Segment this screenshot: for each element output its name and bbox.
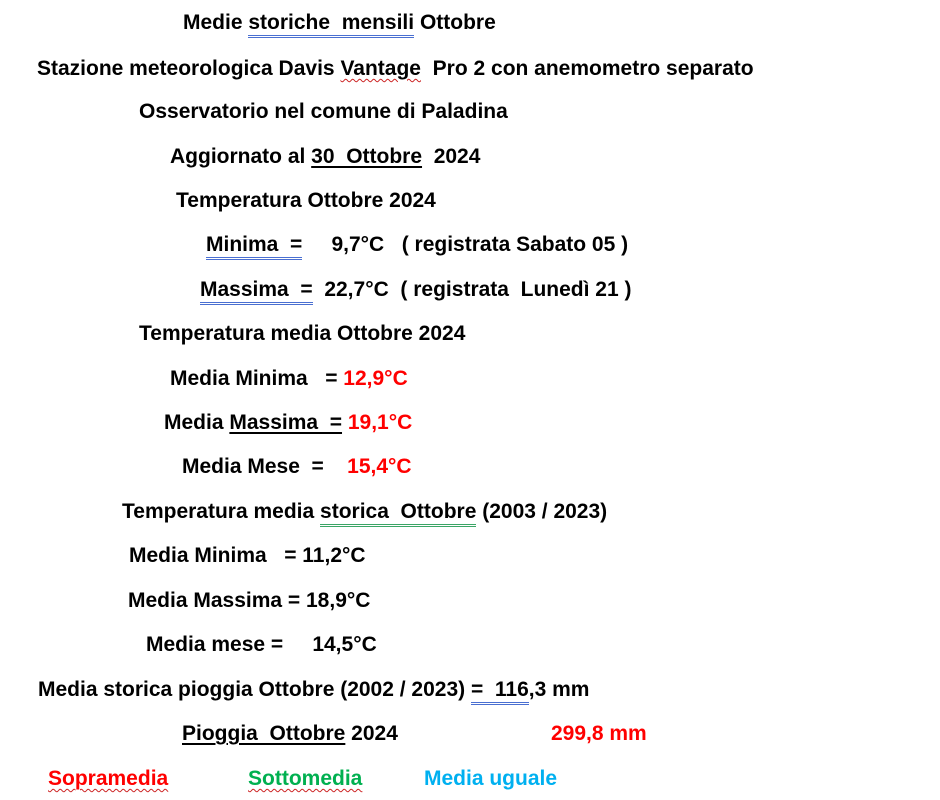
avg-min-value: 12,9°C bbox=[343, 367, 408, 390]
hist-min-line: Media Minima = 11,2°C bbox=[129, 544, 366, 567]
legend-below: Sottomedia bbox=[248, 767, 363, 790]
station-line: Stazione meteorologica Davis Vantage Pro 2 con anemometro separato bbox=[37, 57, 754, 80]
hist-heading: Temperatura media storica Ottobre (2003 / 2023) bbox=[122, 499, 607, 525]
temp-heading: Temperatura Ottobre 2024 bbox=[176, 189, 436, 212]
avg-max-label: Massima = bbox=[229, 411, 343, 434]
title: Medie storiche mensili Ottobre bbox=[183, 10, 496, 36]
minima-line bbox=[206, 232, 628, 258]
legend-equal: Media uguale bbox=[424, 767, 558, 790]
avg-month-value: 15,4°C bbox=[347, 455, 412, 478]
rain-2024-value: 299,8 mm bbox=[551, 722, 647, 745]
avg-min-line: Media Minima = 12,9°C bbox=[170, 367, 408, 390]
minima-label: Minima = bbox=[206, 233, 302, 260]
avg-heading: Temperatura media Ottobre 2024 bbox=[139, 322, 466, 345]
massima-value: 22,7°C ( registrata Lunedì 21 ) bbox=[312, 278, 632, 301]
legend-above: Sopramedia bbox=[48, 767, 169, 790]
hist-month-line: Media mese = 14,5°C bbox=[146, 633, 377, 656]
hist-heading-underlined: storica Ottobre bbox=[320, 500, 476, 527]
avg-month-line: Media Mese = 15,4°C bbox=[182, 455, 412, 478]
updated-line: Aggiornato al 30 Ottobre 2024 bbox=[170, 145, 481, 168]
title-word-storiche: storiche bbox=[248, 11, 330, 38]
rain-2024-line: Pioggia Ottobre 2024 bbox=[182, 722, 398, 745]
massima-label: Massima = bbox=[200, 278, 313, 305]
massima-line bbox=[200, 277, 631, 303]
observatory-line: Osservatorio nel comune di Paladina bbox=[139, 100, 508, 123]
title-word-mensili: mensili bbox=[342, 11, 414, 38]
rain-hist-underlined: = 116 bbox=[471, 678, 529, 705]
minima-value: 9,7°C ( registrata Sabato 05 ) bbox=[302, 233, 629, 256]
rain-2024-label: Pioggia Ottobre bbox=[182, 722, 346, 745]
station-word-vantage: Vantage bbox=[340, 57, 421, 80]
rain-hist-line: Media storica pioggia Ottobre (2002 / 2023) = 116,3 mm bbox=[38, 677, 589, 703]
avg-max-value: 19,1°C bbox=[347, 411, 413, 434]
hist-max-line: Media Massima = 18,9°C bbox=[128, 589, 371, 612]
updated-date: 30 Ottobre bbox=[311, 145, 423, 168]
avg-max-line: Media Massima = 19,1°C bbox=[164, 411, 413, 434]
